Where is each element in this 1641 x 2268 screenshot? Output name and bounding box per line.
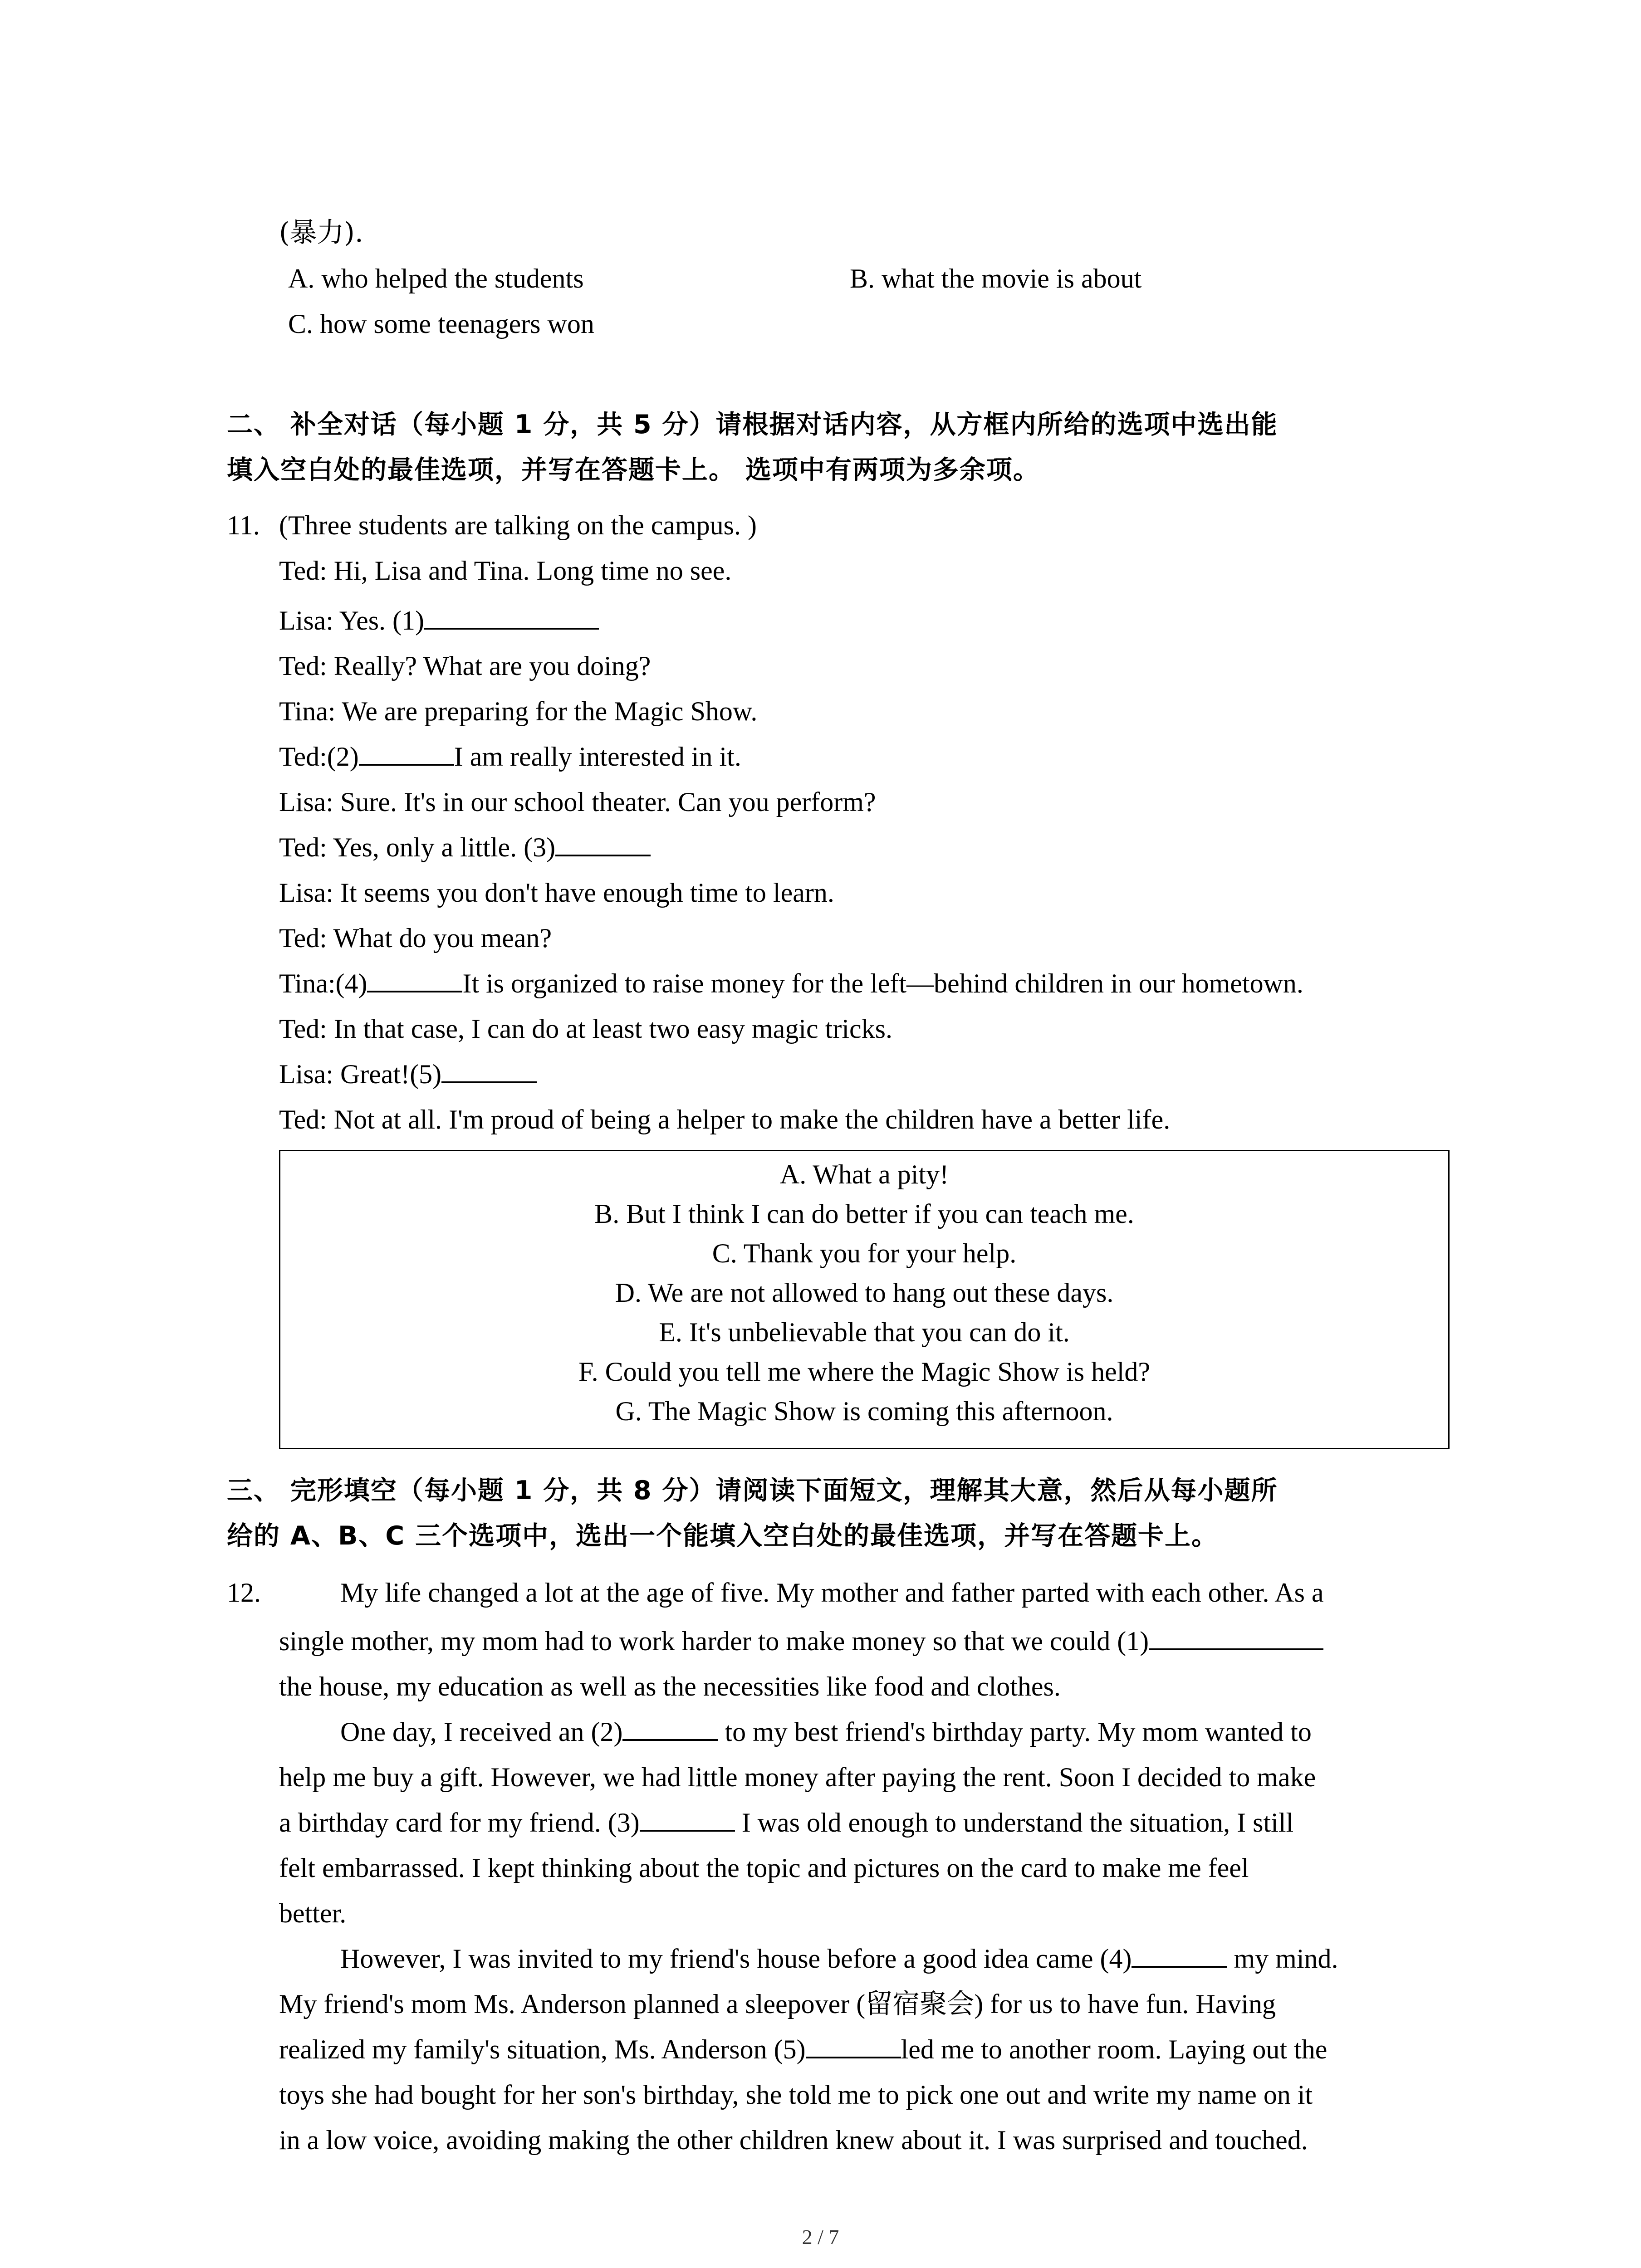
dialogue-line: Ted: In that case, I can do at least two easy magic tricks.: [279, 1014, 892, 1044]
passage-line: a birthday card for my friend. (3) I was old enough to understand the situation, I still: [279, 1806, 1293, 1839]
section2-heading-line1: 二、 补全对话（每小题 1 分，共 5 分）请根据对话内容，从方框内所给的选项中选出能: [227, 410, 1278, 440]
option-g: G. The Magic Show is coming this afternoon.: [615, 1396, 1113, 1426]
option-c: C. Thank you for your help.: [712, 1238, 1017, 1268]
passage-blank-1: [1149, 1625, 1323, 1650]
dialogue-line: Ted:(2) I am really interested in it.: [279, 740, 741, 773]
passage-line: the house, my education as well as the necessities like food and clothes.: [279, 1672, 1061, 1701]
answer-blank-5: [441, 1058, 537, 1083]
passage-line: One day, I received an (2) to my best friend's birthday party. My mom wanted to: [340, 1716, 1312, 1748]
dialogue-line: Lisa: Yes. (1): [279, 604, 599, 637]
dialogue-line: Lisa: Sure. It's in our school theater. Can you perform?: [279, 787, 876, 817]
passage-blank-3: [640, 1806, 735, 1832]
dialogue-line: Tina:(4) It is organized to raise money for the left—behind children in our hometown.: [279, 967, 1303, 1000]
dialogue-line: Ted: Really? What are you doing?: [279, 651, 651, 681]
page-number: 2 / 7: [802, 2225, 839, 2248]
q11-number: 11.: [227, 510, 260, 540]
option-d: D. We are not allowed to hang out these days.: [615, 1278, 1114, 1308]
option-a: A. What a pity!: [779, 1159, 949, 1189]
passage-line: realized my family's situation, Ms. Anderson (5) led me to another room. Laying out the: [279, 2033, 1327, 2066]
passage-line: toys she had bought for her son's birthday, she told me to pick one out and write my name on it: [279, 2080, 1313, 2110]
q10-text-tail: (暴力).: [279, 217, 363, 249]
passage-line: help me buy a gift. However, we had little money after paying the rent. Soon I decided to make: [279, 1762, 1316, 1792]
dialogue-line: Lisa: It seems you don't have enough time to learn.: [279, 878, 834, 908]
answer-blank-3: [555, 831, 651, 856]
option-b: B. But I think I can do better if you can teach me.: [594, 1199, 1134, 1229]
passage-line: My life changed a lot at the age of five. My mother and father parted with each other. As a: [340, 1578, 1324, 1608]
option-f: F. Could you tell me where the Magic Show is held?: [578, 1357, 1150, 1387]
q10-option-b: B. what the movie is about: [850, 264, 1142, 293]
dialogue-line: Ted: Hi, Lisa and Tina. Long time no see.: [279, 556, 732, 586]
option-e: E. It's unbelievable that you can do it.: [659, 1317, 1070, 1347]
passage-blank-5: [806, 2033, 901, 2058]
section3-heading-line2: 给的 A、B、C 三个选项中，选出一个能填入空白处的最佳选项，并写在答题卡上。: [227, 1521, 1219, 1551]
section2-heading-line2: 填入空白处的最佳选项，并写在答题卡上。 选项中有两项为多余项。: [227, 455, 1040, 485]
answer-blank-4: [367, 967, 462, 992]
passage-line: However, I was invited to my friend's house before a good idea came (4) my mind.: [340, 1942, 1338, 1975]
dialogue-line: Ted: Not at all. I'm proud of being a helper to make the children have a better life.: [279, 1105, 1171, 1134]
passage-blank-2: [622, 1716, 718, 1741]
dialogue-line: Tina: We are preparing for the Magic Show.: [279, 696, 758, 726]
q12-number: 12.: [227, 1578, 261, 1608]
q10-option-a: A. who helped the students: [288, 264, 584, 293]
passage-line: single mother, my mom had to work harder to make money so that we could (1): [279, 1625, 1323, 1657]
answer-blank-1: [424, 604, 599, 630]
q11-intro: (Three students are talking on the campus. ): [279, 510, 757, 540]
q10-option-c: C. how some teenagers won: [288, 309, 594, 339]
dialogue-line: Ted: Yes, only a little. (3): [279, 831, 651, 864]
dialogue-line: Ted: What do you mean?: [279, 923, 552, 953]
section3-heading-line1: 三、 完形填空（每小题 1 分，共 8 分）请阅读下面短文，理解其大意，然后从每小题所: [227, 1476, 1278, 1505]
passage-line: felt embarrassed. I kept thinking about the topic and pictures on the card to make me feel: [279, 1853, 1249, 1883]
dialogue-line: Lisa: Great!(5): [279, 1058, 537, 1090]
passage-line: in a low voice, avoiding making the other children knew about it. I was surprised and touched.: [279, 2125, 1308, 2155]
options-box: [279, 1150, 1450, 1449]
passage-line: My friend's mom Ms. Anderson planned a sleepover (留宿聚会) for us to have fun. Having: [279, 1989, 1276, 2019]
answer-blank-2: [359, 740, 454, 766]
passage-blank-4: [1132, 1942, 1227, 1968]
passage-line: better.: [279, 1898, 347, 1928]
